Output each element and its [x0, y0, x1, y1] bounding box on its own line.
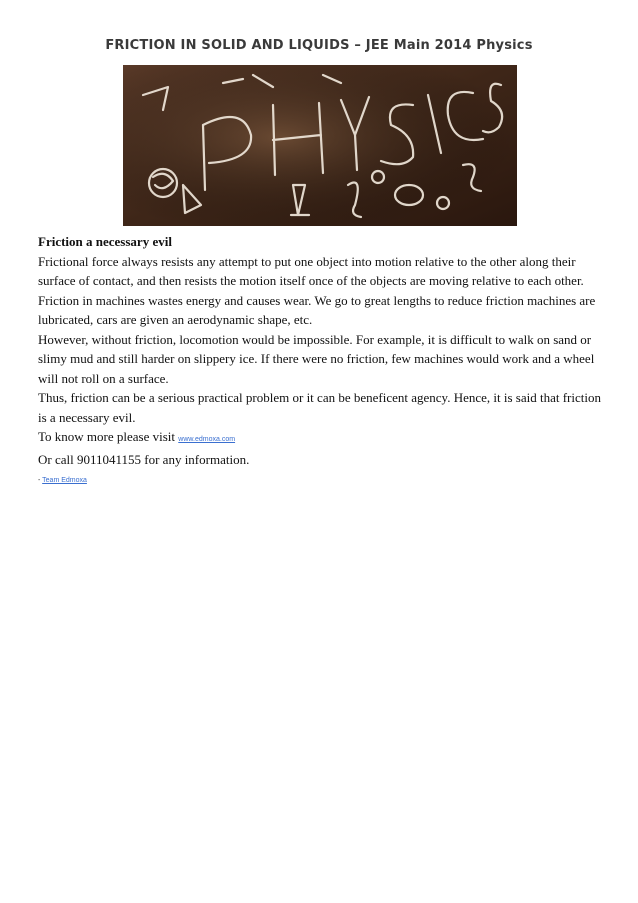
chalkboard-drawing — [123, 65, 517, 226]
section-heading: Friction a necessary evil — [38, 234, 172, 249]
document-title: FRICTION IN SOLID AND LIQUIDS – JEE Main 2014 Physics — [105, 38, 533, 53]
call-line: Or call 9011041155 for any information. — [38, 451, 250, 467]
visit-line — [38, 427, 608, 450]
signature-dash: - — [38, 477, 43, 484]
website-link[interactable]: www.edmoxa.com — [178, 436, 236, 443]
paragraph-3: However, without friction, locomotion would be impossible. For example, it is difficult to walk on sand or slimy mud and still harder on slippery ice. If there were no friction, few machines would work and a wheel will not roll on a surface. — [38, 331, 595, 386]
physics-chalkboard-image — [123, 65, 517, 226]
visit-text: To know more please visit — [38, 429, 179, 444]
document-body — [38, 232, 608, 491]
paragraph-4: Thus, friction can be a serious practical problem or it can be beneficent agency. Hence, it is said that friction is a necessary evil. — [38, 390, 601, 425]
signature-link[interactable]: Team Edmoxa — [42, 477, 87, 484]
signature-line — [38, 471, 608, 491]
paragraph-1: Frictional force always resists any attempt to put one object into motion relative to the other along their surface of contact, and then resists the motion itself once of the objects are moving relative to each other. — [38, 253, 584, 288]
paragraph-2: Friction in machines wastes energy and causes wear. We go to great lengths to reduce friction machines are lubricated, cars are given an aerodynamic shape, etc. — [38, 292, 596, 327]
hero-text: PHYSICS — [320, 215, 326, 216]
